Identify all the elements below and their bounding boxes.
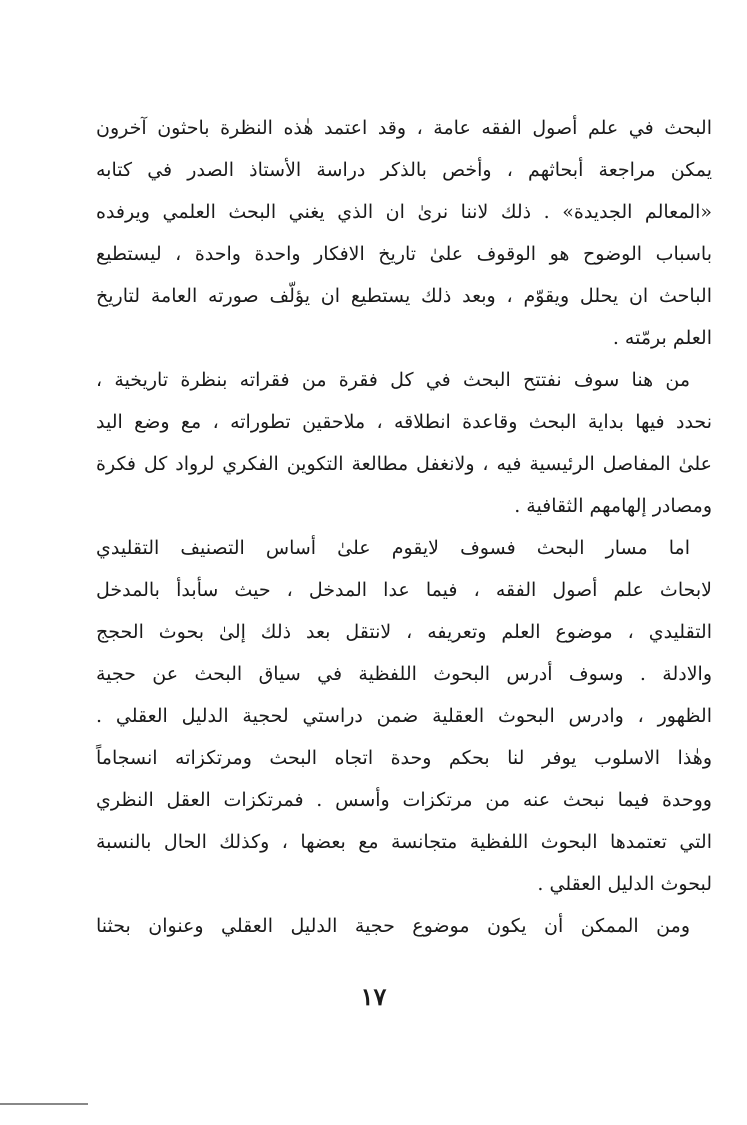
text-line: والادلة . وسوف أدرس البحوث اللفظية في سياق البحث عن حجية: [96, 663, 712, 685]
text-line: «المعالم الجديدة» . ذلك لاننا نرىٰ ان الذي يغني البحث العلمي ويرفده: [96, 201, 712, 223]
text-line: علىٰ المفاصل الرئيسية فيه ، ولانغفل مطالعة التكوين الفكري لرواد كل فكرة: [96, 453, 712, 475]
text-line: نحدد فيها بداية البحث وقاعدة انطلاقه ، ملاحقين تطوراته ، مع وضع اليد: [96, 411, 712, 433]
text-line: التقليدي ، موضوع العلم وتعريفه ، لانتقل بعد ذلك إلىٰ بحوث الحجج: [96, 621, 712, 643]
page-number: ١٧: [360, 982, 387, 1011]
text-line: ومن الممكن أن يكون موضوع حجية الدليل العقلي وعنوان بحثنا: [96, 915, 690, 937]
text-line: العلم برمّته .: [612, 327, 712, 349]
text-line: باسباب الوضوح هو الوقوف علىٰ تاريخ الافكار واحدة واحدة ، ليستطيع: [96, 243, 712, 265]
text-line: الظهور ، وادرس البحوث العقلية ضمن دراستي لحجية الدليل العقلي .: [96, 705, 712, 727]
text-line: الباحث ان يحلل ويقوّم ، وبعد ذلك يستطيع ان يؤلّف صورته العامة لتاريخ: [96, 285, 712, 307]
text-line: لبحوث الدليل العقلي .: [537, 873, 712, 895]
text-line: التي تعتمدها البحوث اللفظية متجانسة مع بعضها ، وكذلك الحال بالنسبة: [96, 831, 712, 853]
text-line: البحث في علم أصول الفقه عامة ، وقد اعتمد هٰذه النظرة باحثون آخرون: [96, 117, 712, 139]
text-line: يمكن مراجعة أبحاثهم ، وأخص بالذكر دراسة الأستاذ الصدر في كتابه: [96, 159, 712, 181]
text-line: من هنا سوف نفتتح البحث في كل فقرة من فقراته بنظرة تاريخية ،: [96, 369, 690, 391]
text-line: وهٰذا الاسلوب يوفر لنا بحكم وحدة اتجاه البحث ومرتكزاته انسجاماً: [96, 747, 712, 769]
text-line: ووحدة فيما نبحث عنه من مرتكزات وأسس . فمرتكزات العقل النظري: [96, 789, 712, 811]
text-line: لابحاث علم أصول الفقه ، فيما عدا المدخل ، حيث سأبدأ بالمدخل: [96, 579, 712, 601]
text-line: اما مسار البحث فسوف لايقوم علىٰ أساس التصنيف التقليدي: [96, 537, 690, 559]
footer-rule: [0, 1103, 88, 1105]
text-line: ومصادر إلهامهم الثقافية .: [514, 495, 712, 517]
